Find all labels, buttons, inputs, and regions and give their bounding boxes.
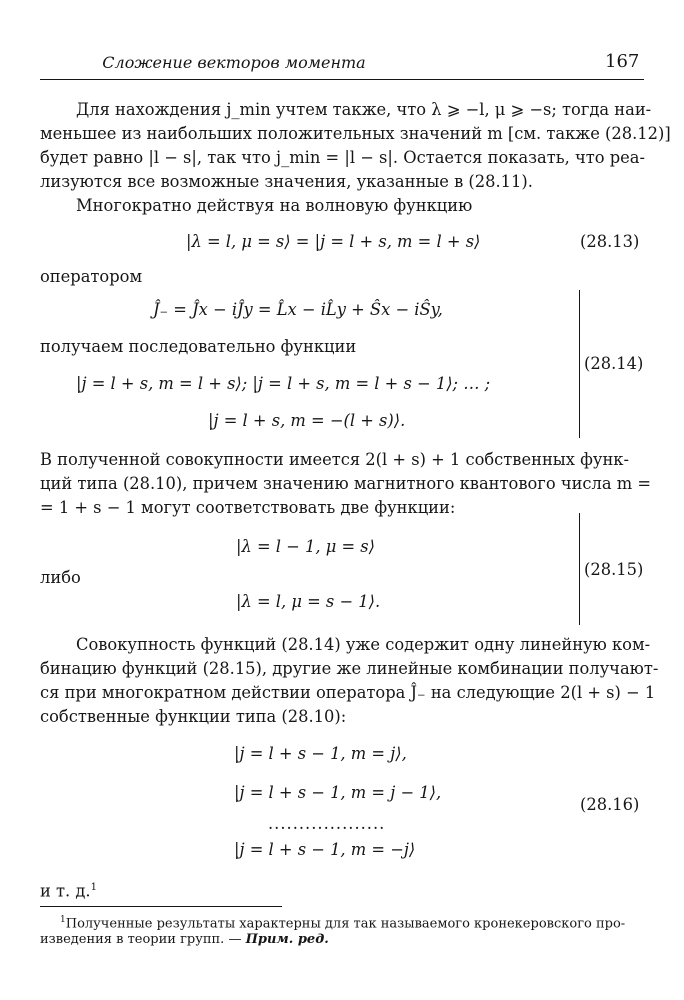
paragraph-1-line-3: будет равно |l − s|, так что j_min = |l − s|. Остается показать, что реа- bbox=[40, 148, 645, 167]
paragraph-3-line-1: Совокупность функций (28.14) уже содержит одну линейную ком- bbox=[76, 635, 651, 654]
equation-28-14-row-2: |j = l + s, m = −(l + s)⟩. bbox=[208, 411, 406, 430]
equation-28-16-ellipsis: ................... bbox=[268, 814, 386, 833]
paragraph-1-line-2: меньшее из наибольших положительных значений m [см. также (28.12)] bbox=[40, 124, 671, 143]
page-number: 167 bbox=[605, 51, 640, 72]
footnote-rule bbox=[40, 906, 282, 907]
equation-number-28-14: (28.14) bbox=[584, 354, 644, 373]
footnote-text-1: Полученные результаты характерны для так называемого кронекеровского про- bbox=[65, 916, 626, 932]
paragraph-1-line-1: Для нахождения j_min учтем также, что λ ⩾ −l, μ ⩾ −s; тогда наи- bbox=[76, 100, 652, 119]
paragraph-1-line-4: лизуются все возможные значения, указанные в (28.11). bbox=[40, 172, 533, 191]
footnote-reference: 1 bbox=[90, 882, 97, 893]
equation-28-15-row-2: |λ = l, μ = s − 1⟩. bbox=[236, 592, 381, 611]
equation-operator-j-minus: Ĵ₋ = Ĵx − iĴy = L̂x − iL̂y + Ŝx − iŜy, bbox=[153, 300, 443, 319]
text-etc-label: и т. д. bbox=[40, 881, 91, 901]
footnote-text-2: изведения в теории групп. — bbox=[40, 932, 242, 947]
equation-number-28-15: (28.15) bbox=[584, 560, 644, 579]
equation-number-28-13: (28.13) bbox=[580, 232, 640, 251]
equation-number-28-16: (28.16) bbox=[580, 795, 640, 814]
equation-28-14-row-1: |j = l + s, m = l + s⟩; |j = l + s, m = l + s − 1⟩; … ; bbox=[76, 374, 491, 393]
text-sequential-functions: получаем последовательно функции bbox=[40, 337, 357, 356]
editor-note: Прим. ред. bbox=[245, 932, 329, 947]
text-operator: оператором bbox=[40, 267, 143, 286]
equation-28-16-row-2: |j = l + s − 1, m = j − 1⟩, bbox=[234, 783, 442, 802]
equation-28-13: |λ = l, μ = s⟩ = |j = l + s, m = l + s⟩ bbox=[186, 232, 481, 251]
footnote-line-2 bbox=[40, 930, 329, 949]
paragraph-2-line-3: = 1 + s − 1 могут соответствовать две функции: bbox=[40, 498, 456, 517]
paragraph-2-line-1: В полученной совокупности имеется 2(l + s) + 1 собственных функ- bbox=[40, 450, 629, 469]
header-rule bbox=[40, 79, 644, 80]
equation-28-16-row-3: |j = l + s − 1, m = −j⟩ bbox=[234, 840, 416, 859]
paragraph-3-line-3: ся при многократном действии оператора Ĵ₋ на следующие 2(l + s) − 1 bbox=[40, 683, 656, 702]
footnote-marker: 1 bbox=[60, 915, 66, 925]
paragraph-3-line-2: бинацию функций (28.15), другие же линейные комбинации получают- bbox=[40, 659, 659, 678]
running-title: Сложение векторов момента bbox=[102, 53, 366, 72]
text-or: либо bbox=[40, 568, 81, 587]
brace-bar-28-14 bbox=[579, 290, 580, 438]
paragraph-1-line-5: Многократно действуя на волновую функцию bbox=[76, 196, 473, 215]
equation-28-15-row-1: |λ = l − 1, μ = s⟩ bbox=[236, 537, 375, 556]
text-etc bbox=[40, 876, 97, 903]
paragraph-3-line-4: собственные функции типа (28.10): bbox=[40, 707, 347, 726]
brace-bar-28-15 bbox=[579, 513, 580, 625]
equation-28-16-row-1: |j = l + s − 1, m = j⟩, bbox=[234, 744, 407, 763]
paragraph-2-line-2: ций типа (28.10), причем значению магнитного квантового числа m = bbox=[40, 474, 652, 493]
